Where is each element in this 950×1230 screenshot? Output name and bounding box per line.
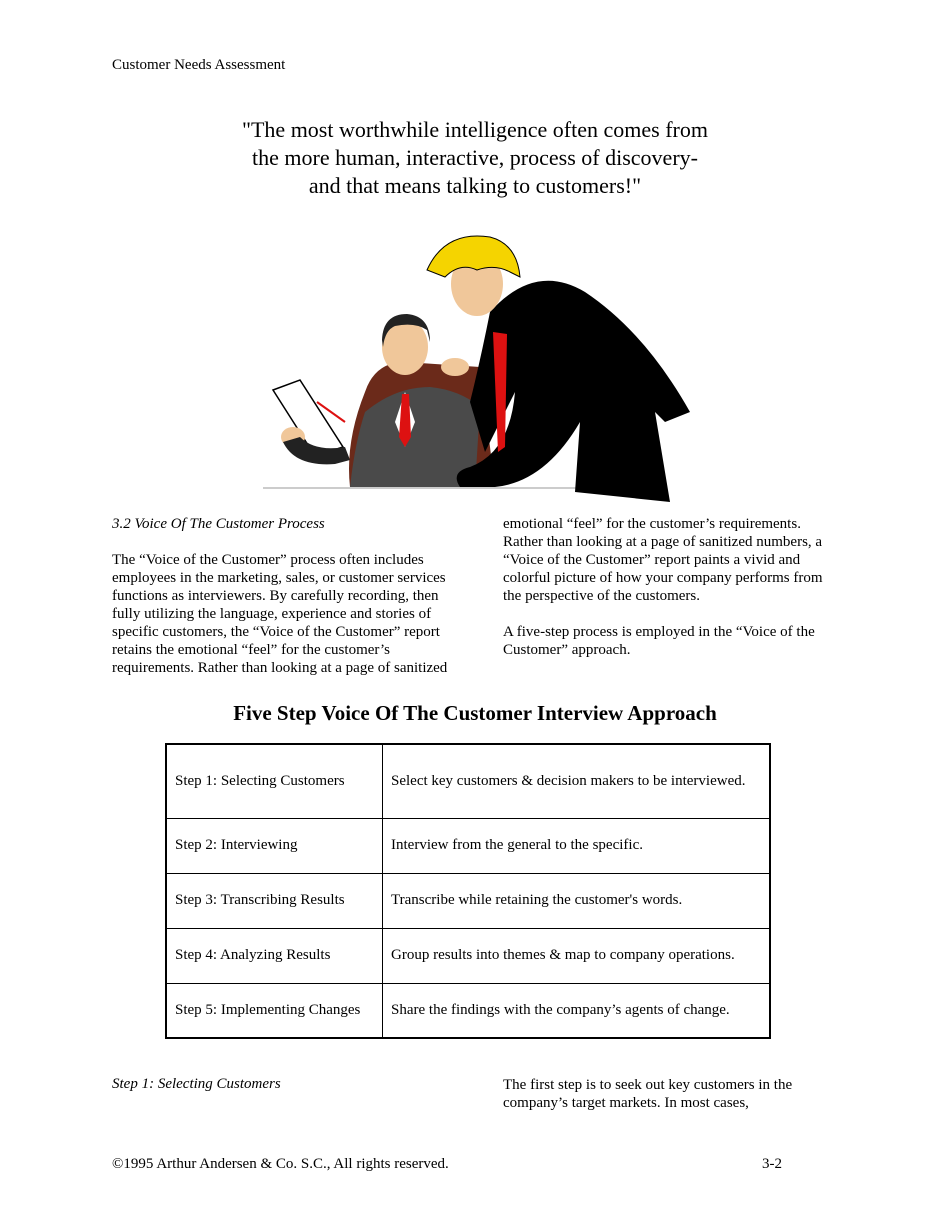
section-heading: 3.2 Voice Of The Customer Process bbox=[112, 516, 325, 532]
table-row bbox=[166, 983, 770, 1038]
pull-quote bbox=[200, 116, 750, 200]
body-paragraph: The “Voice of the Customer” process often includes employees in the marketing, sales, or customer services functions as interviewers. By carefully recording, then fully utilizing the language, experience and stories of specific customers, the “Voice of the Customer” report retains the emotional “feel” for the customer’s requirements. Rather than looking at a page of sanitized bbox=[112, 552, 448, 676]
left-column bbox=[112, 515, 457, 677]
desc-cell: Transcribe while retaining the customer's words. bbox=[383, 873, 771, 928]
step-cell: Step 3: Transcribing Results bbox=[166, 873, 383, 928]
body-paragraph-continued: emotional “feel” for the customer’s requirements. Rather than looking at a page of sanitized numbers, a “Voice of the Customer” report paints a vivid and colorful picture of how your company performs from the perspective of the customers. bbox=[503, 516, 823, 604]
copyright: ©1995 Arthur Andersen & Co. S.C., All rights reserved. bbox=[112, 1156, 449, 1172]
step-cell: Step 4: Analyzing Results bbox=[166, 928, 383, 983]
quote-line: and that means talking to customers!" bbox=[308, 173, 642, 198]
table-row bbox=[166, 928, 770, 983]
quote-line: the more human, interactive, process of discovery- bbox=[252, 145, 698, 170]
step-cell: Step 5: Implementing Changes bbox=[166, 983, 383, 1038]
step-cell: Step 1: Selecting Customers bbox=[166, 744, 383, 818]
table-row bbox=[166, 818, 770, 873]
page-header: Customer Needs Assessment bbox=[112, 57, 286, 73]
desc-cell: Interview from the general to the specific. bbox=[383, 818, 771, 873]
steps-table bbox=[165, 743, 771, 1039]
desc-cell: Group results into themes & map to company operations. bbox=[383, 928, 771, 983]
quote-line: "The most worthwhile intelligence often comes from bbox=[242, 117, 708, 142]
step1-text: The first step is to seek out key customers in the company’s target markets. In most cases, bbox=[503, 1077, 793, 1111]
step1-heading: Step 1: Selecting Customers bbox=[112, 1076, 281, 1092]
right-column bbox=[503, 515, 843, 659]
page-number: 3-2 bbox=[762, 1156, 782, 1172]
table-row bbox=[166, 744, 770, 818]
step-cell: Step 2: Interviewing bbox=[166, 818, 383, 873]
table-title: Five Step Voice Of The Customer Interview Approach bbox=[233, 701, 717, 725]
businessmen-illustration bbox=[255, 222, 705, 507]
desc-cell: Share the findings with the company’s agents of change. bbox=[383, 983, 771, 1038]
body-paragraph: A five-step process is employed in the “Voice of the Customer” approach. bbox=[503, 624, 815, 658]
desc-cell: Select key customers & decision makers to be interviewed. bbox=[383, 744, 771, 818]
table-row bbox=[166, 873, 770, 928]
